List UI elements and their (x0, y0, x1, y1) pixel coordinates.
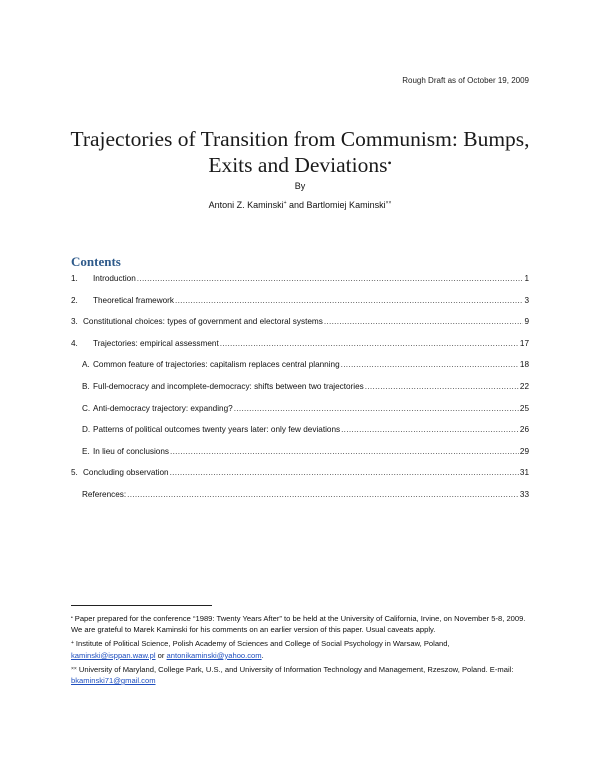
toc-dot-leader (365, 382, 519, 391)
toc-entry-label: Constitutional choices: types of government and electoral systems (83, 317, 323, 327)
toc-entry-page: 31 (519, 468, 529, 478)
toc-dot-leader (170, 468, 519, 477)
toc-entry-page: 3 (524, 295, 529, 305)
toc-entry-number: 3. (71, 317, 78, 327)
toc-entry[interactable] (71, 339, 529, 361)
toc-entry-number: E. (82, 446, 90, 456)
contents-heading: Contents (71, 254, 121, 269)
email-link-gmail[interactable]: bkaminski71@gmail.com (71, 676, 156, 686)
toc-entry[interactable] (71, 382, 529, 404)
toc-entry[interactable] (71, 274, 529, 296)
footnote-3-text: University of Maryland, College Park, U.S., and University of Information Technology and Management, Rzeszow, Poland. E-mail: (78, 664, 514, 674)
toc-entry-page: 25 (519, 403, 529, 413)
toc-entry-label: Patterns of political outcomes twenty years later: only few deviations (93, 425, 341, 435)
toc-dot-leader (341, 425, 519, 434)
toc-entry-label: Theoretical framework (93, 295, 174, 305)
footnote-3 (71, 664, 531, 686)
footnote-3-marker: ×× (71, 665, 77, 672)
toc-dot-leader (175, 296, 523, 305)
toc-entry-page: 22 (519, 381, 529, 391)
toc-entry-label: Introduction (93, 274, 136, 283)
footnote-2-text: Institute of Political Science, Polish Academy of Sciences and College of Social Psychology in Warsaw, Poland, (75, 639, 450, 649)
document-title (40, 126, 560, 178)
toc-dot-leader (234, 404, 519, 413)
author-2: Bartlomiej Kaminski (306, 200, 386, 210)
toc-entry-page: 29 (519, 446, 529, 456)
footnote-2 (71, 638, 531, 660)
footnote-1-text: Paper prepared for the conference “1989: Twenty Years After” to be held at the University of California, Irvine, on November 5-8, 2009. We are grateful to Marek Kaminski for his comments on an earlier version of this paper. Usual caveats apply. (71, 614, 526, 635)
author-joiner: and (286, 200, 307, 210)
title-line-2: Exits and Deviations (208, 153, 388, 177)
email-link-isppan[interactable]: kaminski@isppan.waw.pl (71, 650, 156, 660)
draft-note: Rough Draft as of October 19, 2009 (402, 76, 529, 85)
footnote-2-end: . (261, 650, 264, 660)
toc-entry-number: A. (82, 360, 90, 370)
toc-entry[interactable] (71, 317, 529, 339)
byline: By (294, 181, 306, 191)
toc-entry-page: 18 (519, 360, 529, 370)
toc-dot-leader (220, 339, 519, 348)
footnotes (71, 613, 531, 689)
toc-entry-label: References: (82, 489, 127, 499)
toc-entry-number: B. (82, 381, 90, 391)
toc-entry-label: Full-democracy and incomplete-democracy: shifts between two trajectories (93, 381, 364, 391)
table-of-contents (71, 274, 529, 512)
toc-entry[interactable] (71, 404, 529, 426)
toc-entry-number: 2. (71, 295, 78, 305)
toc-entry-number: 5. (71, 468, 78, 478)
title-footnote-marker: • (387, 156, 392, 170)
toc-dot-leader (324, 317, 524, 326)
toc-entry-label: Concluding observation (83, 468, 169, 478)
authors-line (0, 200, 600, 210)
toc-entry[interactable] (71, 490, 529, 512)
footnote-divider (71, 605, 212, 606)
toc-dot-leader (127, 490, 519, 499)
footnote-2-marker: + (71, 640, 74, 647)
toc-dot-leader (170, 447, 519, 456)
toc-entry-number: C. (82, 403, 91, 413)
footnote-1 (71, 613, 531, 635)
toc-entry-label: In lieu of conclusions (93, 446, 170, 456)
author-1-marker: + (283, 200, 287, 206)
toc-dot-leader (341, 360, 519, 369)
footnote-1-marker: • (71, 615, 73, 621)
toc-entry-label: Anti-democracy trajectory: expanding? (93, 403, 233, 413)
toc-dot-leader (137, 274, 524, 283)
toc-entry-page: 26 (519, 425, 529, 435)
footnote-2-or: or (155, 650, 167, 660)
toc-entry-page: 33 (519, 489, 529, 499)
email-link-yahoo[interactable]: antonikaminski@yahoo.com (166, 650, 262, 660)
toc-entry[interactable] (71, 447, 529, 469)
toc-entry-page: 1 (524, 274, 529, 283)
title-line-1: Trajectories of Transition from Communism: Bumps, (70, 127, 530, 151)
toc-entry-page: 9 (524, 317, 529, 327)
toc-entry[interactable] (71, 296, 529, 318)
toc-entry-number: 4. (71, 338, 78, 348)
toc-entry-label: Common feature of trajectories: capitalism replaces central planning (93, 360, 340, 370)
toc-entry[interactable] (71, 360, 529, 382)
toc-entry[interactable] (71, 425, 529, 447)
author-2-marker: ×× (385, 200, 392, 206)
author-1: Antoni Z. Kaminski (208, 200, 284, 210)
toc-entry-page: 17 (519, 338, 529, 348)
toc-entry-number: D. (82, 425, 91, 435)
toc-entry[interactable] (71, 468, 529, 490)
toc-entry-label: Trajectories: empirical assessment (93, 338, 219, 348)
toc-entry-number: 1. (71, 274, 78, 283)
